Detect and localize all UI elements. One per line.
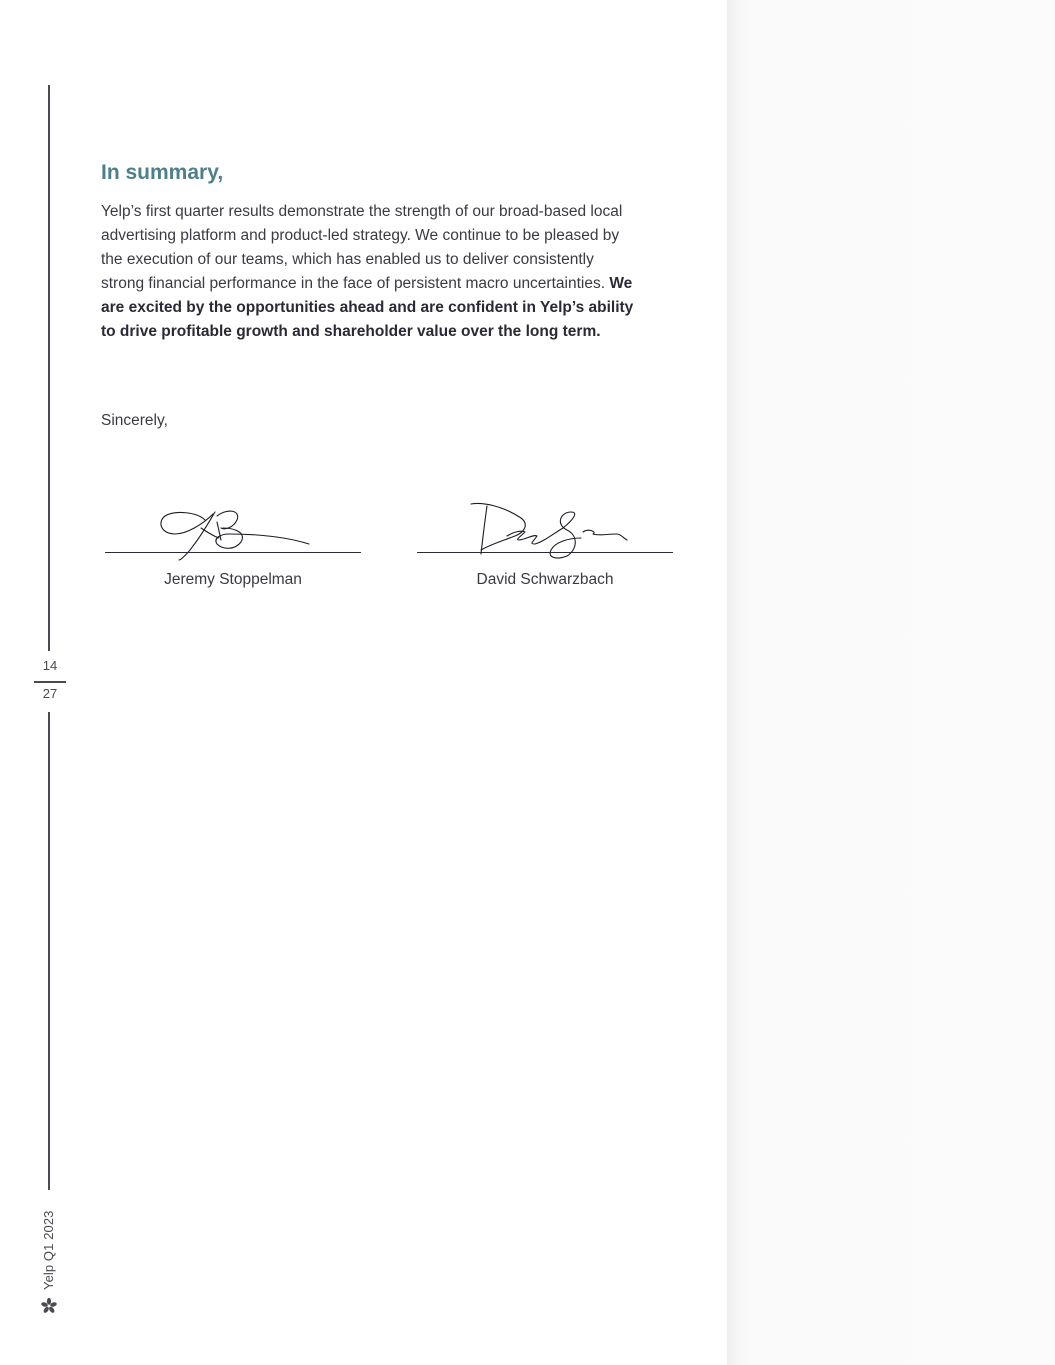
summary-emphasis: We are excited by the opportunities ahead and are confident in Yelp’s ability to drive profitable growth and shareholder value over the long term. <box>101 275 634 340</box>
signature-block-left <box>105 498 361 598</box>
sidebar-rule-bottom <box>48 712 50 1190</box>
closing-line: Sincerely, <box>101 412 168 429</box>
report-label: Yelp Q1 2023 <box>41 1210 56 1290</box>
summary-paragraph <box>101 200 641 344</box>
yelp-burst-icon <box>40 1297 58 1315</box>
section-heading: In summary, <box>101 161 224 184</box>
signature-block-right <box>417 498 673 598</box>
signature-line-left <box>105 552 361 553</box>
summary-text: Yelp’s first quarter results demonstrate the strength of our broad-based local advertising platform and product-led strategy. We continue to be pleased by the execution of our teams, which has enabled us to deliver consistently strong financial performance in the face of persistent macro uncertainties. <box>101 203 623 292</box>
sidebar-rule-top <box>48 85 50 651</box>
signatory-name-right: David Schwarzbach <box>476 571 614 588</box>
page-number-total: 27 <box>42 686 58 701</box>
signature-line-right <box>417 552 673 553</box>
signatory-name-left: Jeremy Stoppelman <box>164 571 302 588</box>
page-number-divider <box>34 681 66 683</box>
page-margin-backdrop <box>727 0 1055 1365</box>
page-number-current: 14 <box>42 658 58 673</box>
